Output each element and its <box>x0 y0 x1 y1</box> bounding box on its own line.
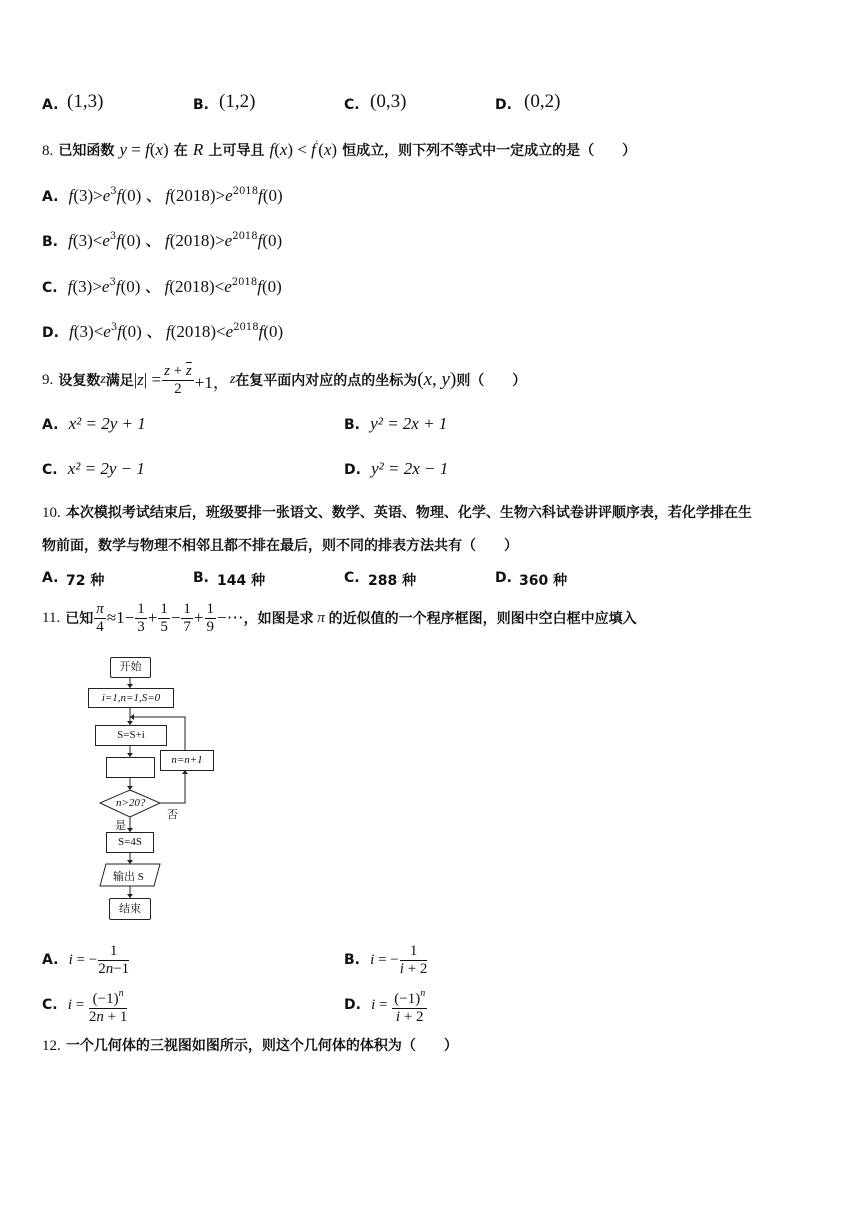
q11-option-b-letter: B. <box>344 952 360 968</box>
q10-option-b-letter: B. <box>193 570 209 586</box>
q7-option-c-letter: C. <box>344 97 360 113</box>
q8-stem-part-c: 上可导且 <box>208 143 265 159</box>
q8-option-b-sign2: > <box>215 231 225 250</box>
q10-text-line1: 本次模拟考试结束后，班级要排一张语文、数学、英语、物理、化学、生物六科试卷讲评顺序表，若化学排在生 <box>65 505 752 521</box>
q11-option-d: D. i = $\frac{(-1)^n}{i + 2}$ <box>344 985 428 1025</box>
q10-text-line2: 物前面，数学与物理不相邻且都不排在最后，则不同的排表方法共有（ ） <box>42 538 518 554</box>
q11-fraction-1-5: $\frac{1}{5}$ <box>160 600 168 635</box>
q9-option-c-expr: x² = 2y − 1 <box>67 459 145 478</box>
q12-number: 12. <box>42 1038 61 1054</box>
q8-stem-part-b: 在 <box>173 143 188 159</box>
q11-fraction-1-3: $\frac{1}{3}$ <box>137 600 145 635</box>
q9-number: 9. <box>42 371 54 388</box>
q9-formula-fraction: $\frac{z + \overline{z}}{2}$ <box>164 362 192 397</box>
q8-stem-part-d: 恒成立，则下列不等式中一定成立的是（ ） <box>342 143 637 159</box>
q10-option-c-letter: C. <box>344 570 360 586</box>
q10-option-b-value: 144 种 <box>217 573 266 589</box>
q10-option-c-value: 288 种 <box>368 573 417 589</box>
q11-flowchart-start: 开始 <box>110 657 151 678</box>
q8-formula-condition: f <box>269 140 275 159</box>
q11-option-b-fraction: $\frac{1}{i + 2}$ <box>399 942 428 977</box>
q10-option-a-letter: A. <box>42 570 59 586</box>
q8-option-b: B. $f(3)<e^3f(0)$ 、 $f(2018)>e^{2018}f(0)$ <box>42 231 283 250</box>
q8-option-d-separator: 、 <box>146 325 161 341</box>
q10-number: 10. <box>42 505 61 521</box>
q8-option-a-separator: 、 <box>146 189 161 205</box>
q11-flowchart-end: 结束 <box>109 898 151 920</box>
q11-flowchart-condition: n>20? <box>116 797 146 809</box>
q10-option-d-letter: D. <box>495 570 512 586</box>
q9-option-d-letter: D. <box>344 462 361 478</box>
q11-flowchart-increment: n=n+1 <box>160 750 214 771</box>
q7-option-d-letter: D. <box>495 97 512 113</box>
q9-formula-point: (x, y) <box>417 369 457 390</box>
q8-option-c-sign2: < <box>214 277 225 296</box>
q11-option-a-letter: A. <box>42 952 59 968</box>
q8-option-c-sign1: > <box>92 277 102 296</box>
q8-option-d-letter: D. <box>42 325 59 341</box>
q7-option-c-value: (0,3) <box>370 91 407 112</box>
q11-fraction-1-7: $\frac{1}{7}$ <box>183 600 191 635</box>
q11-number: 11. <box>42 609 61 626</box>
q12-stem <box>42 1035 458 1055</box>
q7-option-b-letter: B. <box>193 97 209 113</box>
q9-stem-part-b: 满足 <box>105 373 134 389</box>
q8-option-a-sign2: > <box>215 186 226 205</box>
q11-option-c-letter: C. <box>42 997 58 1013</box>
q9-option-b-letter: B. <box>344 417 360 433</box>
q8-formula-domain: R <box>192 140 204 159</box>
q11-option-d-fraction: $\frac{(-1)^n}{i + 2}$ <box>392 985 427 1026</box>
q9-stem: 9. 设复数 z 满足 |z| = $\frac{z + \overline{z}}{2}$ +1， z 在复平面内对应的点的坐标为 (x, y) 则（ ） <box>42 362 527 397</box>
q8-stem-part-a: 已知函数 <box>58 143 115 159</box>
q11-flowchart-no-label: 否 <box>167 809 178 821</box>
q8-option-d-sign2: < <box>216 322 226 341</box>
q8-option-c-letter: C. <box>42 280 58 296</box>
q7-option-b-value: (1,2) <box>219 91 256 112</box>
q9-stem-part-c: 在复平面内对应的点的坐标为 <box>235 373 418 389</box>
q11-stem-part-a: 已知 <box>65 611 94 627</box>
q7-option-a-letter: A. <box>42 97 59 113</box>
q9-option-a-expr: x² = 2y + 1 <box>68 414 146 433</box>
q10-option-d-value: 360 种 <box>519 573 568 589</box>
q11-option-c: C. i = $\frac{(-1)^n}{2n + 1}$ <box>42 985 128 1025</box>
q11-flowchart-init: i=1,n=1,S=0 <box>88 688 174 708</box>
q11-flowchart-blank-box <box>106 757 155 778</box>
q11-flowchart-multiply: S=4S <box>106 832 154 853</box>
q7-option-a-value: (1,3) <box>67 91 104 112</box>
q8-option-a-letter: A. <box>42 189 59 205</box>
q8-number: 8. <box>42 143 54 159</box>
q11-fraction-1-9: $\frac{1}{9}$ <box>206 600 215 635</box>
q11-flowchart-output: 输出 S <box>113 871 144 883</box>
q11-option-d-letter: D. <box>344 997 361 1013</box>
q11-stem-part-c: 的近似值的一个程序框图，则图中空白框中应填入 <box>328 611 637 627</box>
q12-text: 一个几何体的三视图如图所示，则这个几何体的体积为（ ） <box>65 1038 458 1054</box>
q9-formula-modulus: |z| = <box>133 370 162 389</box>
q8-option-a-sign1: > <box>93 186 103 205</box>
q8-option-c: C. $f(3)>e^3f(0)$ 、 $f(2018)<e^{2018}f(0)$ <box>42 277 282 296</box>
q8-formula-function: y <box>119 140 127 159</box>
q8-option-b-letter: B. <box>42 234 58 250</box>
q11-stem: 11. 已知 $\frac{\pi}{4}$ ≈1− $\frac{1}{3}$ + $\frac{1}{5}$ − $\frac{1}{7}$ + $\frac{1}{9}$ −⋯ ，如图是求 π 的近似值的一个程序框图，则图中空白框中应填入 <box>42 600 637 635</box>
q9-option-c-letter: C. <box>42 462 58 478</box>
q11-option-b: B. i = − $\frac{1}{i + 2}$ <box>344 942 428 977</box>
q9-option-d-expr: y² = 2x − 1 <box>371 459 449 478</box>
q8-option-d-sign1: < <box>93 322 104 341</box>
q9-stem-part-d: 则（ ） <box>456 373 527 389</box>
q11-option-c-fraction: $\frac{(-1)^n}{2n + 1}$ <box>89 985 127 1026</box>
q9-stem-part-a: 设复数 <box>58 373 101 389</box>
q8-option-b-separator: 、 <box>145 234 160 250</box>
q9-option-b-expr: y² = 2x + 1 <box>370 414 448 433</box>
q11-flowchart-accumulate: S=S+i <box>95 725 167 746</box>
q11-flowchart-yes-label: 是 <box>115 820 126 832</box>
q9-var-z: z <box>100 372 106 387</box>
q11-formula-pi-over-4: $\frac{\pi}{4}$ <box>96 600 104 635</box>
q11-stem-part-b: ，如图是求 <box>243 611 314 627</box>
q7-option-d-value: (0,2) <box>524 91 561 112</box>
q9-option-a-letter: A. <box>42 417 59 433</box>
q11-option-a-fraction: $\frac{1}{2n-1}$ <box>98 942 130 977</box>
q11-option-a: A. i = − $\frac{1}{2n-1}$ <box>42 942 130 977</box>
q8-option-c-separator: 、 <box>145 280 160 296</box>
q8-stem: 8. 已知函数 y = f(x) 在 R 上可导且 f(x) < f′(x) 恒成立，则下列不等式中一定成立的是（ ） <box>42 140 637 159</box>
q8-option-b-sign1: < <box>92 231 103 250</box>
q8-option-d: D. $f(3)<e^3f(0)$ 、 $f(2018)<e^{2018}f(0)$ <box>42 322 284 341</box>
q8-option-a: A. $f(3)>e^3f(0)$ 、 $f(2018)>e^{2018}f(0)$ <box>42 186 283 205</box>
q10-option-a-value: 72 种 <box>66 573 105 589</box>
